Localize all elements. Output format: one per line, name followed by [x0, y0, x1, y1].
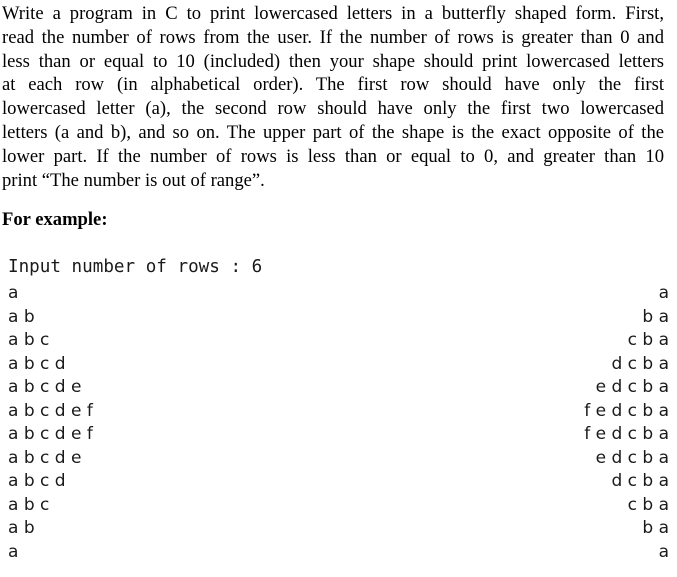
- butterfly-right-wing: e d c b a: [595, 377, 669, 397]
- butterfly-row: [0, 375, 677, 399]
- butterfly-right-wing: f e d c b a: [584, 424, 669, 444]
- butterfly-right-wing: a: [658, 283, 669, 303]
- butterfly-row: [0, 281, 677, 305]
- butterfly-left-wing: a b c d e f: [8, 424, 93, 444]
- butterfly-left-wing: a b c d e f: [8, 400, 93, 421]
- butterfly-left-wing: a b c d: [8, 471, 66, 491]
- butterfly-right-wing: b a: [642, 306, 669, 327]
- butterfly-row: [0, 469, 677, 493]
- problem-line: at each row (in alphabetical order). The first row should have only the first: [2, 74, 664, 96]
- butterfly-row: [0, 540, 677, 564]
- butterfly-left-wing: a: [8, 541, 19, 562]
- problem-statement: [2, 2, 664, 192]
- example-heading: For example:: [2, 209, 108, 230]
- butterfly-right-wing: a: [658, 541, 669, 562]
- example-output: [0, 252, 677, 577]
- butterfly-left-wing: a b: [8, 306, 35, 327]
- butterfly-left-wing: a b c d e: [8, 377, 82, 397]
- input-prompt: Input number of rows : 6: [8, 257, 263, 277]
- butterfly-row: [0, 352, 677, 376]
- butterfly-row: [0, 446, 677, 470]
- butterfly-row: [0, 305, 677, 329]
- butterfly-left-wing: a b: [8, 518, 35, 538]
- butterfly-left-wing: a b c: [8, 330, 50, 350]
- butterfly-left-wing: a b c d e: [8, 447, 82, 468]
- butterfly-right-wing: b a: [642, 518, 669, 538]
- butterfly-left-wing: a: [8, 283, 19, 303]
- butterfly-row: [0, 516, 677, 540]
- problem-line: less than or equal to 10 (included) then your shape should print lowercased letters: [2, 50, 664, 72]
- butterfly-right-wing: c b a: [627, 494, 669, 515]
- butterfly-right-wing: e d c b a: [595, 447, 669, 468]
- problem-line: letters (a and b), and so on. The upper part of the shape is the exact opposite of the: [2, 121, 664, 143]
- butterfly-left-wing: a b c d: [8, 353, 66, 374]
- butterfly-left-wing: a b c: [8, 494, 50, 515]
- butterfly-row: [0, 422, 677, 446]
- problem-line: print “The number is out of range”.: [2, 169, 265, 191]
- butterfly-right-wing: c b a: [627, 330, 669, 350]
- butterfly-right-wing: d c b a: [611, 471, 669, 491]
- butterfly-right-wing: d c b a: [611, 353, 669, 374]
- problem-line: read the number of rows from the user. If the number of rows is greater than 0 and: [2, 26, 664, 48]
- butterfly-row: [0, 493, 677, 517]
- problem-line: lowercased letter (a), the second row should have only the first two lowercased: [2, 98, 664, 120]
- butterfly-row: [0, 399, 677, 423]
- butterfly-right-wing: f e d c b a: [584, 400, 669, 421]
- problem-line: Write a program in C to print lowercased letters in a butterfly shaped form. First,: [2, 3, 664, 24]
- problem-line: lower part. If the number of rows is less than or equal to 0, and greater than 10: [2, 145, 664, 167]
- butterfly-row: [0, 328, 677, 352]
